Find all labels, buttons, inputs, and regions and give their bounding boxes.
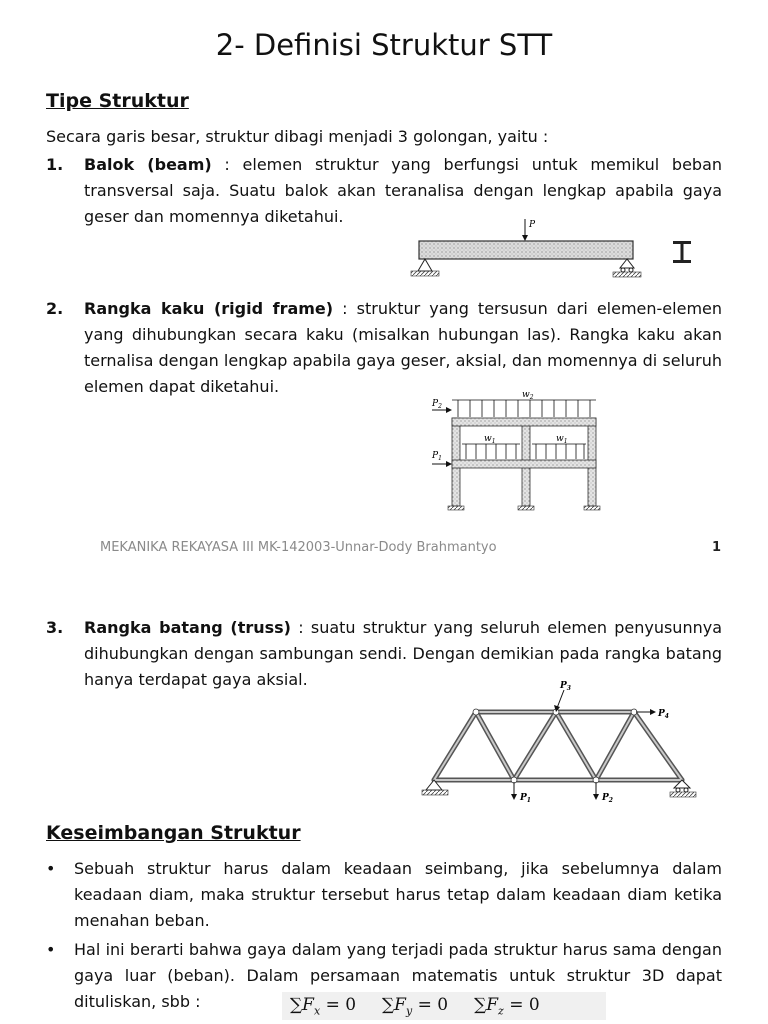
- item-separator: :: [211, 155, 243, 174]
- equation-fy: $\sum F_y = 0$: [382, 994, 449, 1018]
- item-description: elemen struktur yang berfungsi untuk memikul beban transversal saja. Suatu balok akan teranalisa dengan lengkap apabila gaya geser dan momennya diketahui.: [84, 155, 723, 226]
- item-separator: :: [290, 618, 311, 637]
- section-heading-keseimbangan: Keseimbangan Struktur: [46, 822, 301, 844]
- p4-label: $P_4$: [658, 709, 669, 720]
- page-title: 2- Definisi Struktur STT: [215, 28, 553, 62]
- w1-label-left: $w_1$: [484, 434, 496, 445]
- bullet-text-1: Sebuah struktur harus dalam keadaan seimbang, jika sebelumnya dalam keadaan diam, maka struktur tersebut harus tetap dalam keadaan diam ketika menahan beban.: [74, 859, 722, 930]
- equation-fx: $\sum F_x = 0$: [290, 994, 357, 1018]
- item-number-1: 1.: [46, 155, 64, 174]
- item-term: Balok (beam): [84, 155, 212, 174]
- p1-label: $P_1$: [520, 793, 531, 804]
- item-separator: :: [333, 299, 357, 318]
- item-term: Rangka batang (truss): [84, 618, 291, 637]
- item-number-2: 2.: [46, 299, 64, 318]
- footer-text: MEKANIKA REKAYASA III MK-142003-Unnar-Dody Brahmantyo: [100, 540, 497, 555]
- item-term: Rangka kaku (rigid frame): [84, 299, 334, 318]
- intro-text: Secara garis besar, struktur dibagi menjadi 3 golongan, yaitu :: [46, 127, 549, 146]
- pin-support: [418, 259, 432, 271]
- beam-load-label: P: [529, 220, 536, 230]
- item-number-3: 3.: [46, 618, 64, 637]
- i-beam-section-icon: [673, 241, 691, 263]
- w1-label-right: $w_1$: [556, 434, 568, 445]
- bullet-text-2: Hal ini berarti bahwa gaya dalam yang terjadi pada struktur harus sama dengan gaya luar (beban). Dalam persamaan matematis untuk struktur 3D dapat dituliskan, sbb :: [74, 940, 722, 1011]
- p1-label: $P_1$: [432, 451, 442, 462]
- p2-label: $P_2$: [602, 793, 613, 804]
- page-number: 1: [712, 540, 722, 555]
- equation-fz: $\sum F_z = 0$: [474, 994, 540, 1018]
- equilibrium-equations: [282, 992, 606, 1020]
- p3-label: $P_3$: [560, 681, 571, 692]
- item-description: suatu struktur yang seluruh elemen penyusunnya dihubungkan dengan sambungan sendi. Dengan demikian pada rangka batang hanya terdapat gaya aksial.: [84, 618, 723, 689]
- beam-body: [419, 241, 633, 259]
- beam-figure: [405, 215, 705, 287]
- bullet-marker: •: [46, 859, 56, 878]
- section-heading-tipe-struktur: Tipe Struktur: [46, 90, 189, 112]
- item-description: struktur yang tersusun dari elemen-elemen yang dihubungkan secara kaku (misalkan hubungan las). Rangka kaku akan ternalisa dengan lengkap apabila gaya geser, aksial, dan momennya di seluruh elemen dapat diketahui.: [84, 299, 723, 396]
- rigid-frame-figure: [428, 388, 620, 516]
- w2-label: $w_2$: [522, 390, 534, 401]
- bullet-marker: •: [46, 940, 56, 959]
- item-rigid-frame: [84, 296, 722, 400]
- roller-support: [620, 259, 634, 268]
- p2-label: $P_2$: [432, 399, 442, 410]
- truss-figure: [418, 676, 704, 806]
